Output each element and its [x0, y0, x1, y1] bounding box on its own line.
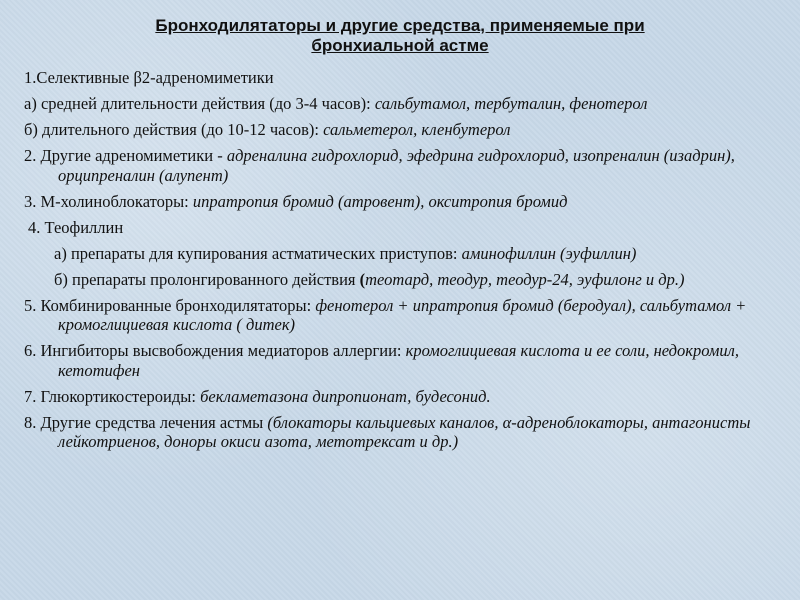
slide-body — [24, 68, 784, 458]
item-text: а) средней длительности действия (до 3-4 часов): — [24, 94, 375, 113]
item-drugs: ипратропия бромид (атровент), окситропия бромид — [192, 191, 568, 211]
item-drugs: адреналина гидрохлорид, эфедрина гидрохлорид, изопреналин (изадрин), орципреналин (алупент) — [58, 146, 735, 185]
item-bracket: ( — [359, 269, 366, 289]
list-item-5 — [24, 296, 784, 335]
list-item-4 — [24, 218, 784, 238]
list-item-6 — [24, 341, 784, 380]
item-drugs: (блокаторы кальциевых каналов, α-адреноблокаторы, антагонисты лейкотриенов, доноры окиси азота, метотрексат и др.) — [58, 412, 751, 451]
item-drugs: сальбутамол, тербуталин, фенотерол — [374, 94, 648, 113]
list-item-2 — [24, 146, 784, 185]
item-drugs: сальметерол, кленбутерол — [323, 120, 511, 139]
item-drugs: теотард, теодур, теодур-24, эуфилонг и др.) — [365, 269, 685, 289]
list-item-3 — [24, 192, 784, 212]
item-text: 7. Глюкортикостероиды: — [24, 386, 201, 406]
list-item-1b — [24, 120, 784, 140]
item-drugs: фенотерол + ипратропия бромид (беродуал), сальбутамол + кромоглициевая кислота ( дитек) — [58, 295, 747, 334]
list-item-1 — [24, 68, 784, 88]
item-text: 2. Другие адреномиметики - — [24, 146, 227, 165]
list-item-4a — [24, 244, 784, 264]
item-text: 4. Теофиллин — [28, 217, 124, 237]
item-drugs: бекламетазона дипропионат, будесонид. — [200, 386, 491, 406]
item-text: 8. Другие средства лечения астмы — [24, 412, 268, 432]
title-line-1: Бронходилятаторы и другие средства, применяемые при — [155, 16, 645, 35]
item-drugs: кромоглициевая кислота и ее соли, недокромил, кетотифен — [58, 341, 739, 380]
item-text: б) препараты пролонгированного действия — [54, 269, 360, 289]
list-item-4b — [24, 270, 784, 290]
item-drugs: аминофиллин (эуфиллин) — [461, 243, 637, 263]
item-text: а) препараты для купирования астматических приступов: — [54, 243, 462, 263]
item-text: 1.Селективные β2-адреномиметики — [24, 68, 274, 87]
list-item-8 — [24, 413, 784, 452]
item-text: 5. Комбинированные бронходилятаторы: — [24, 295, 316, 315]
item-text: 3. М-холиноблокаторы: — [24, 191, 193, 211]
list-item-7 — [24, 387, 784, 407]
slide-title — [60, 16, 740, 56]
title-line-2: бронхиальной астме — [311, 36, 489, 55]
list-item-1a — [24, 94, 784, 114]
item-text: 6. Ингибиторы высвобождения медиаторов аллергии: — [24, 341, 406, 360]
item-text: б) длительного действия (до 10-12 часов): — [24, 120, 324, 139]
